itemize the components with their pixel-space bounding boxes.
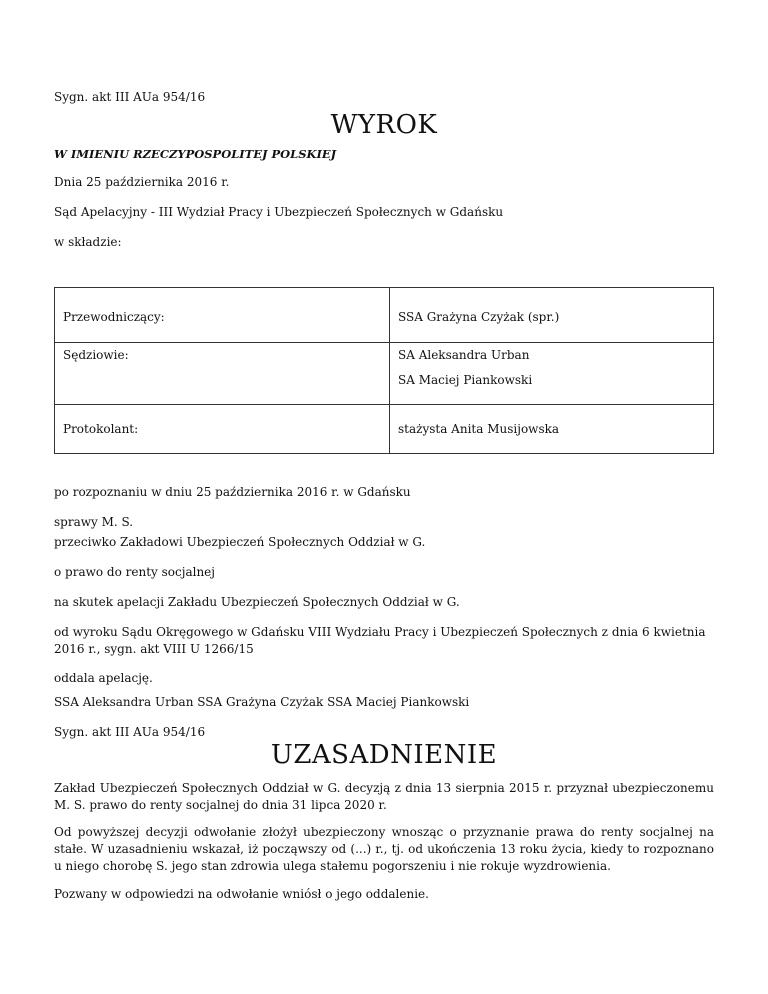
panel-row-clerk	[55, 405, 714, 454]
case-party: sprawy M. S.	[54, 515, 134, 529]
role-label: Sędziowie:	[63, 348, 129, 362]
judgment-date: Dnia 25 października 2016 r.	[54, 175, 230, 189]
role-cell	[55, 288, 390, 343]
court-name: Sąd Apelacyjny - III Wydział Pracy i Ubezpieczeń Społecznych w Gdańsku	[54, 205, 504, 219]
subject-matter: o prawo do renty socjalnej	[54, 565, 215, 579]
names-cell	[390, 405, 714, 454]
ruling: oddala apelację.	[54, 671, 153, 685]
role-label: Protokolant:	[63, 422, 139, 436]
case-reference-justification: Sygn. akt III AUa 954/16	[54, 725, 206, 739]
opposing-party: przeciwko Zakładowi Ubezpieczeń Społecznych Oddział w G.	[54, 535, 426, 549]
justification-paragraph: Od powyższej decyzji odwołanie złożył ubezpieczony wnosząc o przyznanie prawa do renty socjalnej na stałe. W uzasadnieniu wskazał, iż począwszy od (...) r., tj. od ukończenia 13 roku życia, kiedy to rozpoznano u niego chorobę S. jego stan zdrowia ulega stałemu pogorszeniu i nie rokuje wyzdrowienia.	[54, 825, 714, 873]
judgment-title: WYROK	[330, 110, 438, 140]
appeal-basis: na skutek apelacji Zakładu Ubezpieczeń Społecznych Oddział w G.	[54, 595, 460, 609]
role-cell	[55, 405, 390, 454]
panel-row-judges	[55, 343, 714, 405]
justification-paragraph: Pozwany w odpowiedzi na odwołanie wniósł o jego oddalenie.	[54, 887, 429, 901]
judge-name: SA Aleksandra Urban	[398, 348, 530, 362]
justification-paragraph: Zakład Ubezpieczeń Społecznych Oddział w G. decyzją z dnia 13 sierpnia 2015 r. przyznał ubezpieczonemu M. S. prawo do renty socjalnej do dnia 31 lipca 2020 r.	[54, 781, 714, 812]
panel-row-presiding	[55, 288, 714, 343]
judge-signatures: SSA Aleksandra Urban SSA Grażyna Czyżak SSA Maciej Piankowski	[54, 695, 470, 709]
clerk-name: stażysta Anita Musijowska	[398, 422, 560, 436]
lower-court-judgment: od wyroku Sądu Okręgowego w Gdańsku VIII Wydziału Pracy i Ubezpieczeń Społecznych z dnia 6 kwietnia 2016 r., sygn. akt VIII U 1266/15	[54, 625, 706, 656]
judge-name: SSA Grażyna Czyżak (spr.)	[398, 310, 560, 324]
court-panel-table	[54, 287, 714, 454]
justification-title: UZASADNIENIE	[270, 740, 498, 770]
role-label: Przewodniczący:	[63, 310, 165, 324]
case-reference: Sygn. akt III AUa 954/16	[54, 90, 206, 104]
hearing-line: po rozpoznaniu w dniu 25 października 2016 r. w Gdańsku	[54, 485, 411, 499]
names-cell	[390, 343, 714, 405]
judgment-subtitle: W IMIENIU RZECZYPOSPOLITEJ POLSKIEJ	[54, 147, 337, 161]
names-cell	[390, 288, 714, 343]
role-cell	[55, 343, 390, 405]
composition-intro: w składzie:	[54, 235, 122, 249]
judge-name: SA Maciej Piankowski	[398, 373, 533, 387]
